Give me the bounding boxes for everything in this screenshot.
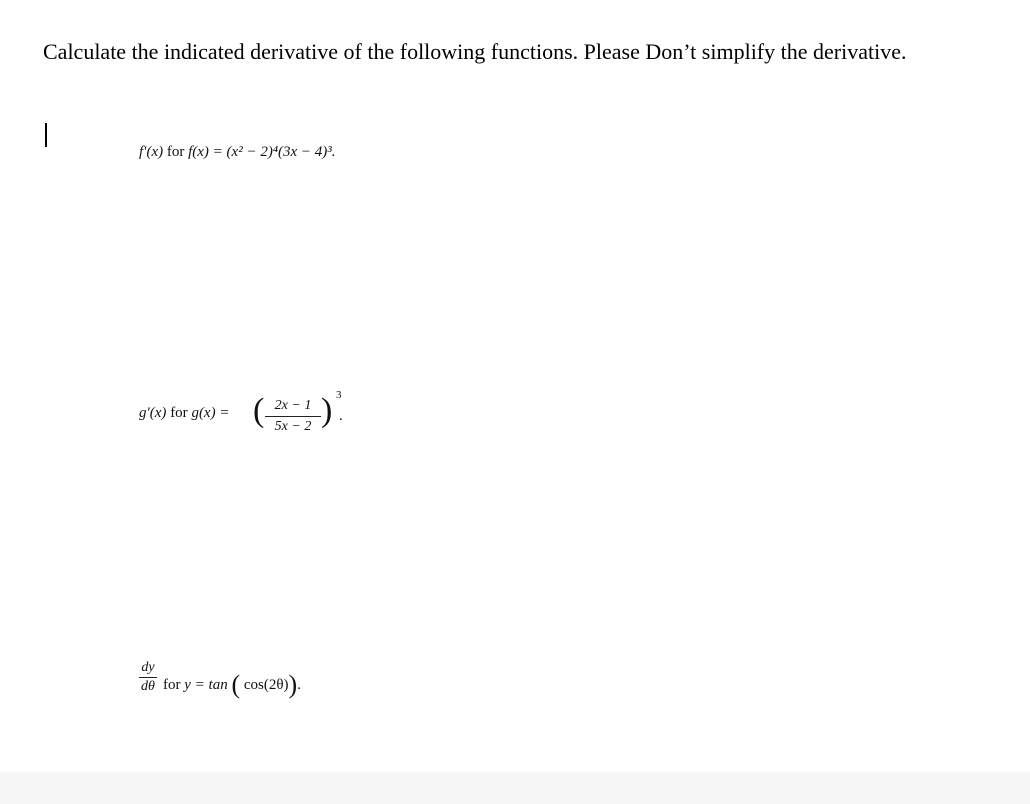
problem-3-expression [163, 672, 301, 698]
fraction-numerator: 2x − 1 [265, 398, 321, 417]
left-paren: ( [253, 392, 265, 429]
left-big-paren: ( [231, 670, 241, 699]
problem-3-lhs: y = tan [184, 677, 228, 693]
problem-2-func: g(x) = [191, 405, 230, 421]
problem-1-for: for [166, 144, 185, 160]
problem-1-lhs: f′(x) [139, 144, 164, 160]
derivative-denominator: dθ [141, 679, 155, 694]
right-paren: ) [321, 392, 333, 429]
fraction-denominator: 5x − 2 [274, 419, 312, 434]
problem-3-inner: cos(2θ) [243, 677, 289, 693]
right-big-paren: ) [288, 670, 298, 699]
problem-1 [139, 144, 336, 161]
problem-2-lhs: g′(x) [139, 405, 167, 421]
problem-3-period: . [297, 677, 301, 693]
problem-1-equation: f(x) = (x² − 2)⁴(3x − 4)³. [188, 144, 336, 160]
text-cursor[interactable] [45, 123, 47, 147]
derivative-fraction [139, 660, 157, 695]
problem-2-prefix [139, 405, 229, 422]
problem-2-fraction [265, 398, 321, 435]
problem-3-for: for [163, 677, 181, 693]
problem-2-exponent: 3 [336, 389, 342, 401]
footer-band [0, 772, 1030, 804]
problem-2-period: . [339, 408, 343, 424]
instructions-text: Calculate the indicated derivative of the following functions. Please Don’t simplify the derivative. [43, 39, 907, 64]
problem-2-for: for [170, 405, 188, 421]
derivative-numerator: dy [139, 660, 157, 678]
